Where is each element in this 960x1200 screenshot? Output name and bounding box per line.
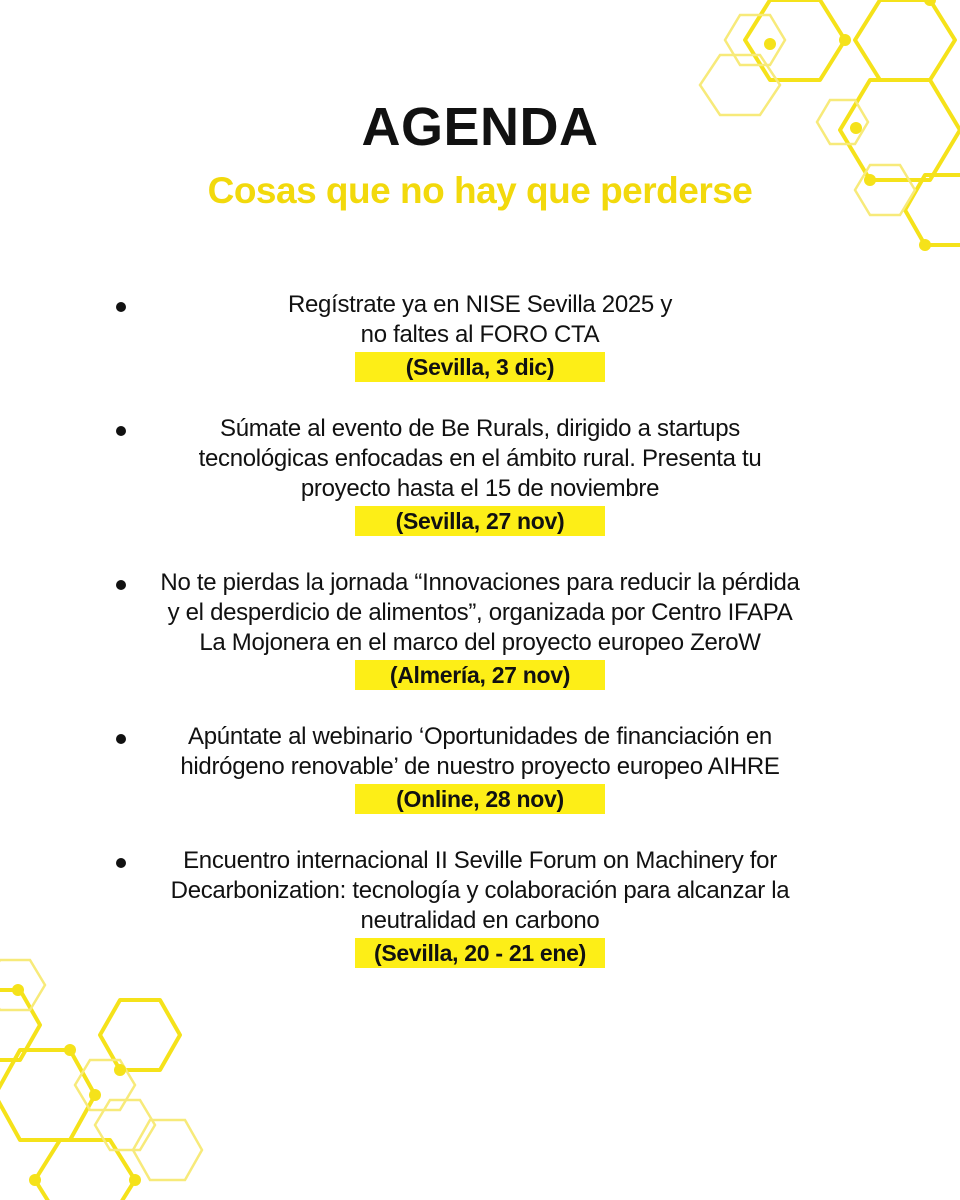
agenda-item-line: Apúntate al webinario ‘Oportunidades de financiación en (188, 723, 772, 750)
page-subtitle: Cosas que no hay que perderse (207, 170, 753, 211)
hexagon-shape (100, 1000, 180, 1070)
bullet-icon (116, 302, 126, 312)
node-dot (89, 1089, 101, 1101)
hexagon-shape (0, 990, 40, 1060)
page-title: AGENDA (361, 97, 599, 157)
agenda-item-text (100, 846, 860, 968)
agenda-item (0, 414, 960, 536)
agenda-list (0, 290, 960, 1000)
agenda-item-line: Súmate al evento de Be Rurals, dirigido a startups (220, 415, 740, 442)
agenda-item-line: Regístrate ya en NISE Sevilla 2025 y (287, 291, 673, 318)
hexagon-shape (75, 1060, 135, 1110)
agenda-item-line: no faltes al FORO CTA (360, 321, 600, 348)
bullet-icon (116, 858, 126, 868)
hexagon-shape (725, 15, 785, 65)
agenda-item (0, 568, 960, 690)
agenda-item-line: y el desperdicio de alimentos”, organizada por Centro IFAPA (167, 599, 793, 626)
bullet-icon (116, 734, 126, 744)
node-dot (764, 38, 776, 50)
agenda-item-text (100, 568, 860, 690)
node-dot (114, 1064, 126, 1076)
hexagon-shape (855, 0, 955, 80)
agenda-item-line: tecnológicas enfocadas en el ámbito rural. Presenta tu (198, 445, 762, 472)
agenda-item-text (100, 414, 860, 536)
node-dot (924, 0, 936, 6)
hexagon-shape (745, 0, 845, 80)
agenda-item-line: La Mojonera en el marco del proyecto europeo ZeroW (199, 629, 761, 656)
hexagon-shape (35, 1140, 135, 1200)
agenda-item (0, 846, 960, 968)
node-dot (839, 34, 851, 46)
bullet-icon (116, 580, 126, 590)
agenda-item-date-tag: (Sevilla, 27 nov) (355, 506, 605, 536)
hexagon-shape (0, 1050, 95, 1140)
node-dot (64, 1044, 76, 1056)
bullet-icon (116, 426, 126, 436)
agenda-item-line: neutralidad en carbono (360, 907, 600, 934)
node-dot (129, 1174, 141, 1186)
agenda-item (0, 290, 960, 382)
agenda-item-line: hidrógeno renovable’ de nuestro proyecto europeo AIHRE (180, 753, 780, 780)
agenda-item-text (100, 722, 860, 814)
node-dot (29, 1174, 41, 1186)
agenda-item-date-tag: (Almería, 27 nov) (355, 660, 605, 690)
agenda-item-date-tag: (Online, 28 nov) (355, 784, 605, 814)
agenda-item-line: Decarbonization: tecnología y colaboración para alcanzar la (170, 877, 790, 904)
agenda-item-text (100, 290, 860, 382)
agenda-item-line: proyecto hasta el 15 de noviembre (300, 475, 660, 502)
agenda-item-line: No te pierdas la jornada “Innovaciones para reducir la pérdida (160, 569, 800, 596)
node-dot (919, 239, 931, 251)
hexagon-shape (133, 1120, 202, 1180)
agenda-item-date-tag: (Sevilla, 3 dic) (355, 352, 605, 382)
hexagon-shape (95, 1100, 155, 1150)
agenda-item-date-tag: (Sevilla, 20 - 21 ene) (355, 938, 605, 968)
agenda-item (0, 722, 960, 814)
agenda-item-line: Encuentro internacional II Seville Forum on Machinery for (183, 847, 777, 874)
